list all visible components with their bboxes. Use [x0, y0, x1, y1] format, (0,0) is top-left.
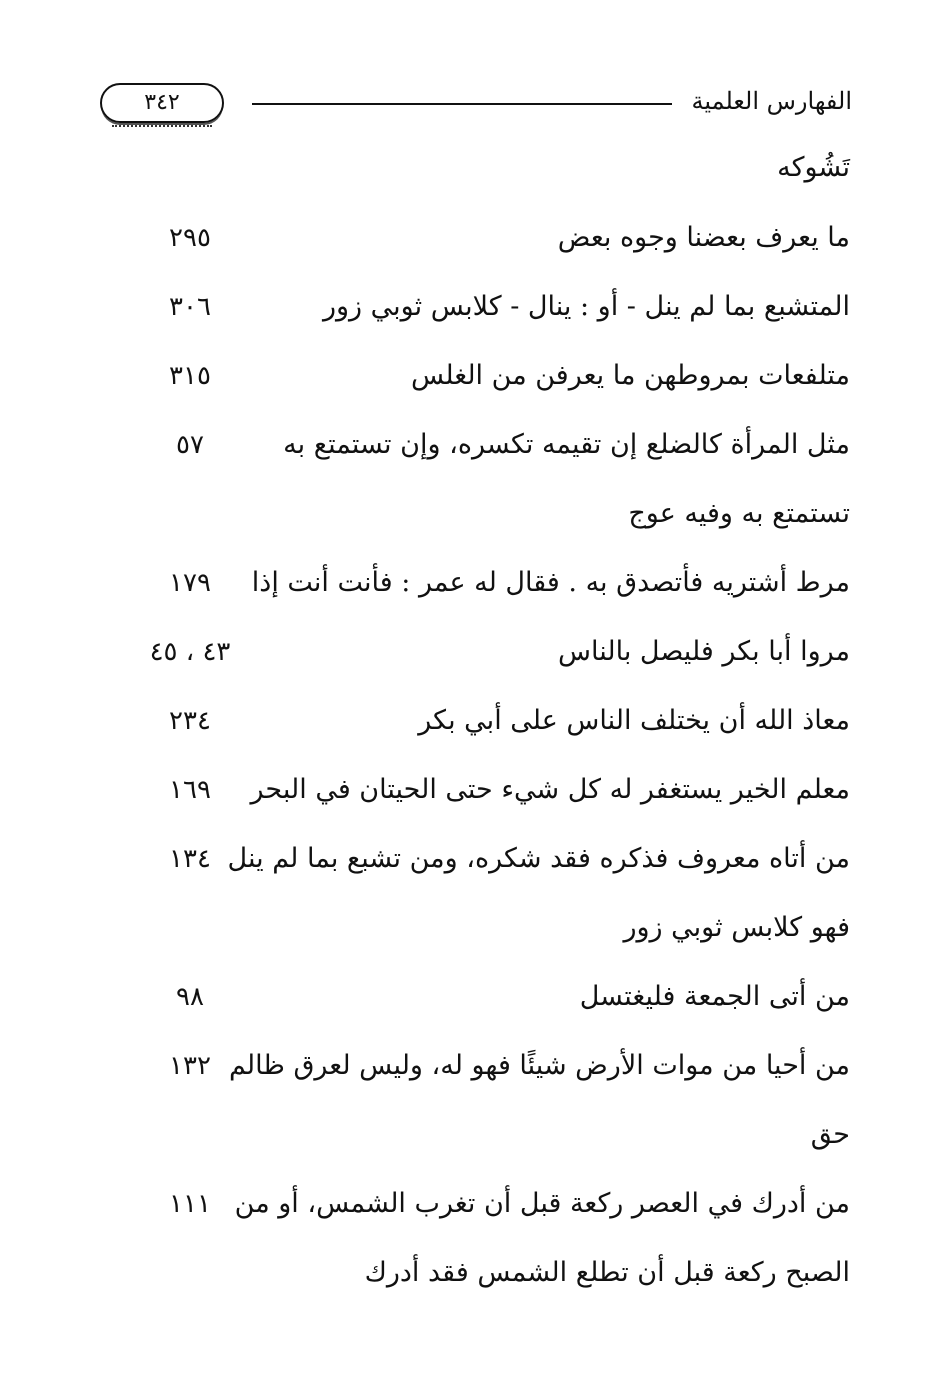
entry-page: ٣٠٦: [169, 292, 211, 322]
index-entry: [140, 208, 850, 277]
entry-text: من أدرك في العصر ركعة قبل أن تغرب الشمس، أو من: [234, 1188, 850, 1219]
index-entry: [140, 277, 850, 346]
index-entry: [140, 691, 850, 760]
entry-text: مروا أبا بكر فليصل بالناس: [558, 636, 850, 667]
entry-page: ١١١: [169, 1189, 211, 1219]
index-entry: [140, 553, 850, 622]
entry-text: معاذ الله أن يختلف الناس على أبي بكر: [418, 705, 850, 736]
entry-text: من أحيا من موات الأرض شيئًا فهو له، وليس لعرق ظالم: [228, 1050, 850, 1081]
entry-page: ٢٩٥: [169, 223, 211, 253]
entry-text: معلم الخير يستغفر له كل شيء حتى الحيتان في البحر: [250, 774, 850, 805]
entry-page: ١٣٢: [169, 1051, 211, 1081]
index-entry-continuation: [140, 484, 850, 553]
entry-text: ما يعرف بعضنا وجوه بعض: [557, 222, 850, 253]
index-entry: [140, 1174, 850, 1243]
entry-text: المتشبع بما لم ينل - أو : ينال - كلابس ثوبي زور: [322, 291, 850, 322]
entry-text: من أتاه معروف فذكره فقد شكره، ومن تشبع بما لم ينل: [227, 843, 850, 874]
index-entry: [140, 138, 850, 208]
entry-text: حق: [810, 1119, 850, 1150]
entry-page: ٩٨: [176, 982, 204, 1012]
index-entry: [140, 415, 850, 484]
index-entry: [140, 829, 850, 898]
entry-page: ١٣٤: [169, 844, 211, 874]
header-rule: [252, 103, 672, 105]
entry-page: ٤٣ ، ٤٥: [149, 637, 231, 667]
index-entry: [140, 760, 850, 829]
entry-page: ٣١٥: [169, 361, 211, 391]
running-title: الفهارس العلمية: [691, 87, 852, 115]
page-header: [100, 78, 852, 128]
entry-text: فهو كلابس ثوبي زور: [623, 912, 850, 943]
entry-text: مثل المرأة كالضلع إن تقيمه تكسره، وإن تستمتع به: [283, 429, 850, 460]
index-entry-continuation: [140, 898, 850, 967]
index-entry: [140, 1036, 850, 1105]
entry-text: متلفعات بمروطهن ما يعرفن من الغلس: [410, 360, 850, 391]
entry-text: من أتى الجمعة فليغتسل: [579, 981, 850, 1012]
entry-text: تَشُوكه: [777, 152, 850, 183]
entry-text: الصبح ركعة قبل أن تطلع الشمس فقد أدرك: [364, 1257, 850, 1288]
entry-page: ٢٣٤: [169, 706, 211, 736]
entry-page: ١٦٩: [169, 775, 211, 805]
index-entry: [140, 346, 850, 415]
page-number-badge: ٣٤٢: [100, 83, 224, 123]
index-entry-continuation: [140, 1243, 850, 1312]
index-entry-continuation: [140, 1105, 850, 1174]
index-entry: [140, 967, 850, 1036]
index-entry: [140, 622, 850, 691]
entry-text: تستمتع به وفيه عوج: [628, 498, 850, 529]
entry-page: ٥٧: [176, 430, 204, 460]
entry-text: مرط أشتريه فأتصدق به . فقال له عمر : فأنت أنت إذا: [251, 567, 850, 598]
entry-page: ١٧٩: [169, 568, 211, 598]
index-entries: [140, 138, 850, 1312]
